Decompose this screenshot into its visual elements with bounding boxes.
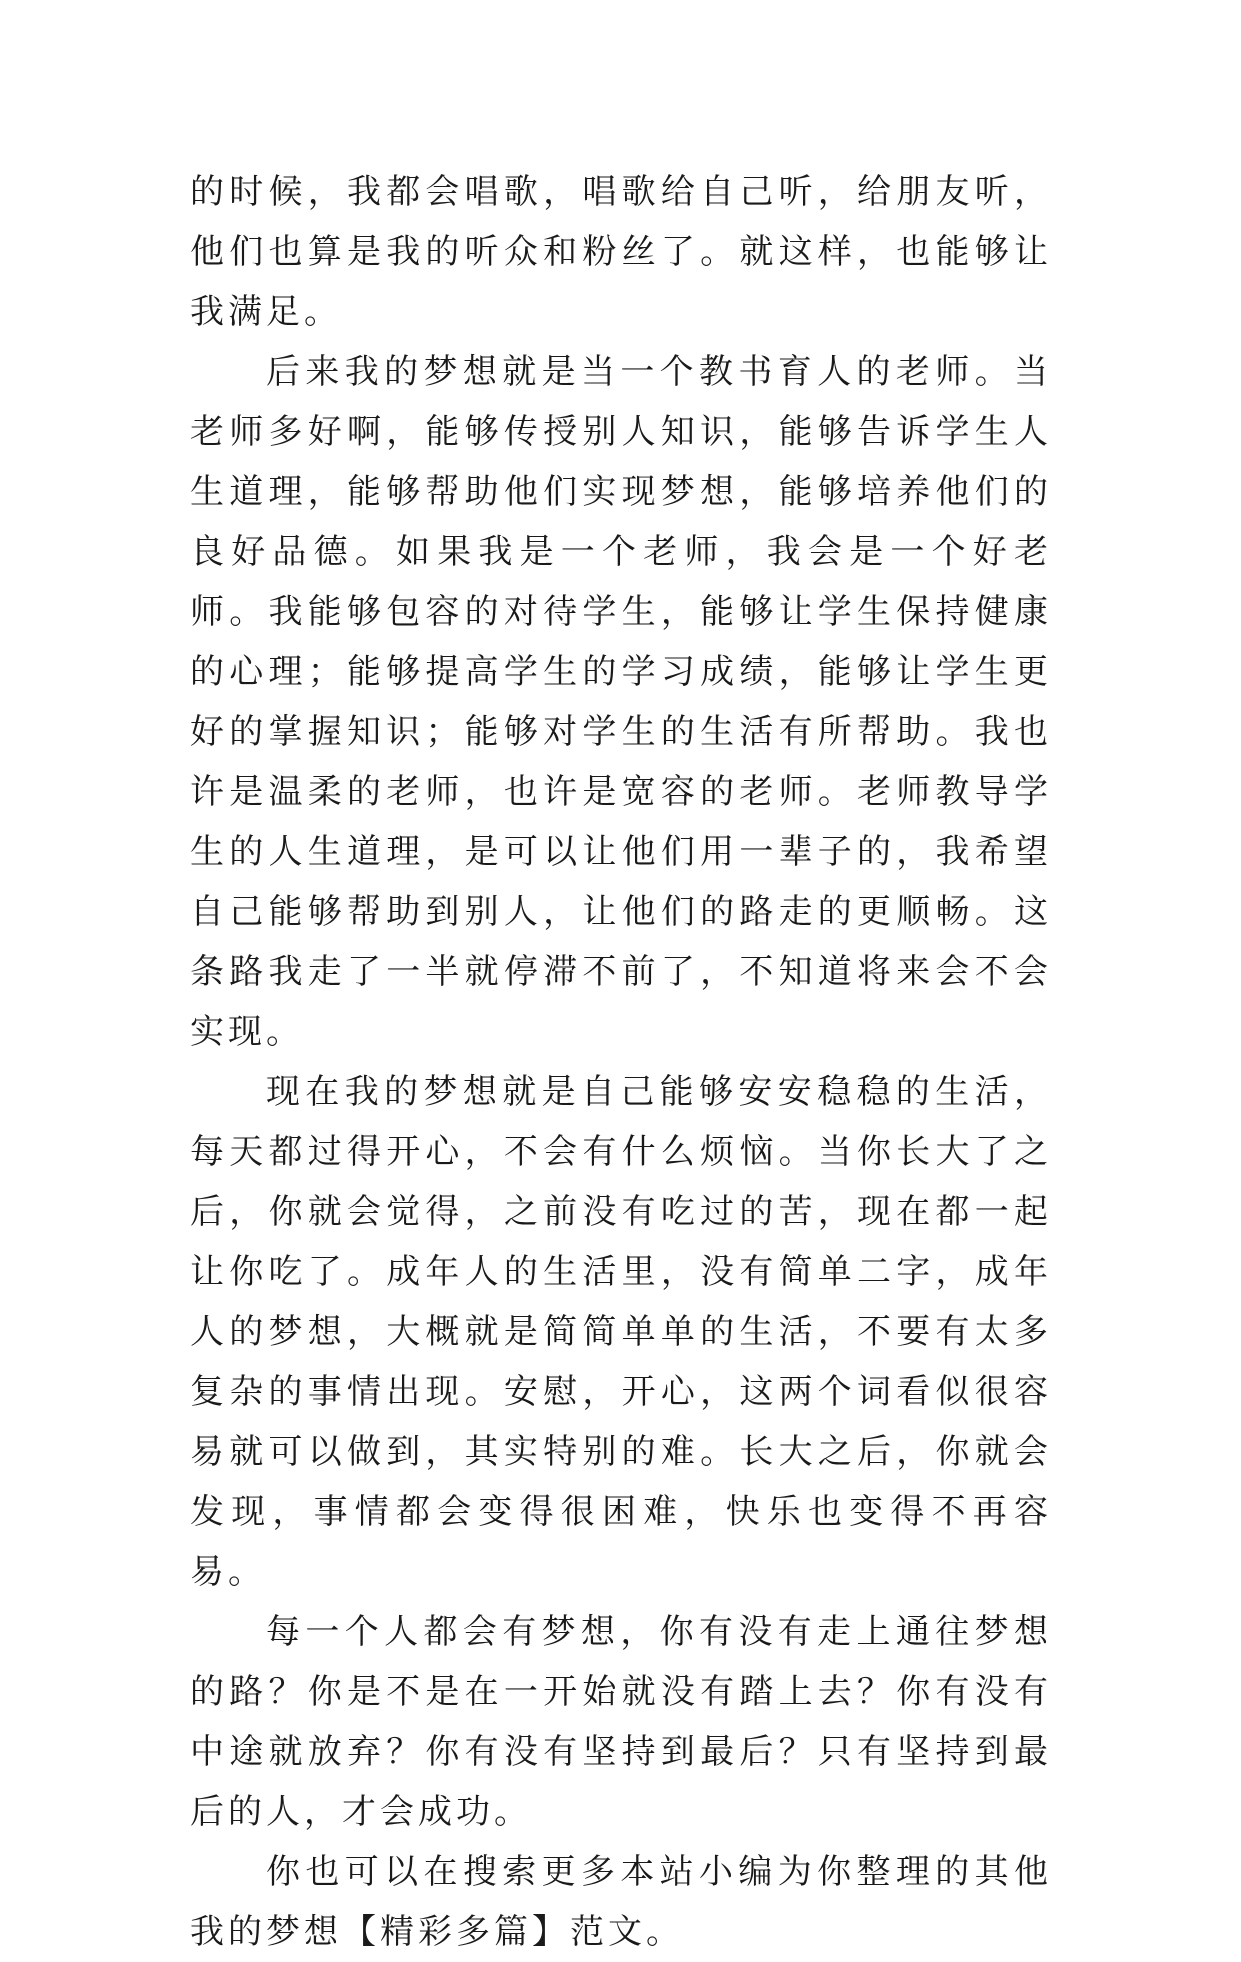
document-body: [190, 162, 1052, 1962]
paragraph-persistence: 每一个人都会有梦想，你有没有走上通往梦想的路？你是不是在一开始就没有踏上去？你有没有中途就放弃？你有没有坚持到最后？只有坚持到最后的人，才会成功。: [190, 1612, 1052, 1832]
paragraph-current-dream: 现在我的梦想就是自己能够安安稳稳的生活，每天都过得开心，不会有什么烦恼。当你长大了之后，你就会觉得，之前没有吃过的苦，现在都一起让你吃了。成年人的生活里，没有简单二字，成年人的梦想，大概就是简简单单的生活，不要有太多复杂的事情出现。安慰，开心，这两个词看似很容易就可以做到，其实特别的难。长大之后，你就会发现，事情都会变得很困难，快乐也变得不再容易。: [190, 1072, 1052, 1592]
paragraph-continuation: 的时候，我都会唱歌，唱歌给自己听，给朋友听，他们也算是我的听众和粉丝了。就这样，也能够让我满足。: [190, 172, 1052, 332]
paragraph-closing-note: 你也可以在搜索更多本站小编为你整理的其他我的梦想【精彩多篇】范文。: [190, 1852, 1052, 1952]
paragraph-teacher-dream: 后来我的梦想就是当一个教书育人的老师。当老师多好啊，能够传授别人知识，能够告诉学生人生道理，能够帮助他们实现梦想，能够培养他们的良好品德。如果我是一个老师，我会是一个好老师。我能够包容的对待学生，能够让学生保持健康的心理；能够提高学生的学习成绩，能够让学生更好的掌握知识；能够对学生的生活有所帮助。我也许是温柔的老师，也许是宽容的老师。老师教导学生的人生道理，是可以让他们用一辈子的，我希望自己能够帮助到别人，让他们的路走的更顺畅。这条路我走了一半就停滞不前了，不知道将来会不会实现。: [190, 352, 1052, 1052]
